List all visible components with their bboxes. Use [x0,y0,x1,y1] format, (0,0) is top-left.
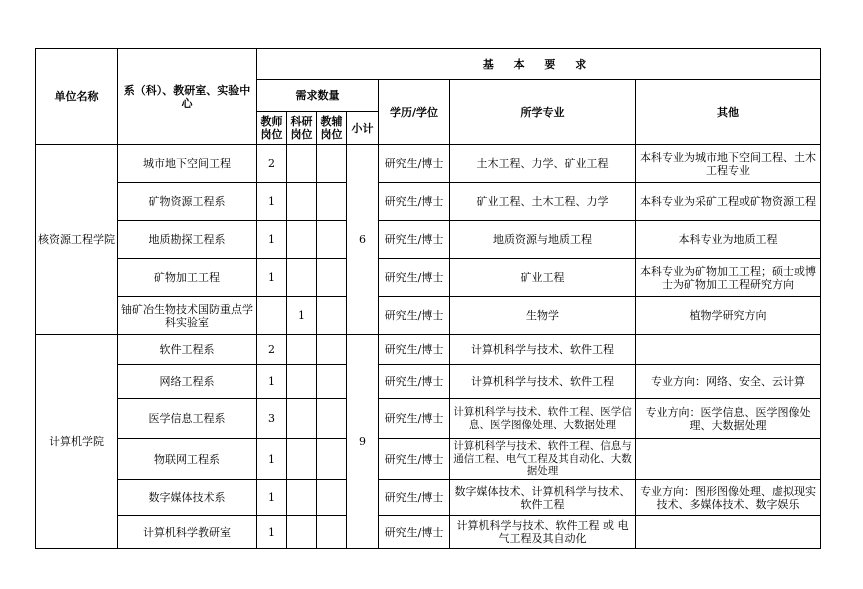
table-row [36,297,821,335]
other-cell: 本科专业为地质工程 [636,221,821,259]
teacher-cell: 1 [257,480,287,516]
degree-cell: 研究生/博士 [379,335,450,365]
research-cell [287,365,317,399]
research-cell [287,259,317,297]
header-subtotal: 小计 [347,112,379,145]
major-cell: 计算机科学与技术、软件工程 [450,365,636,399]
other-cell: 本科专业为采矿工程或矿物资源工程 [636,183,821,221]
other-cell [636,516,821,549]
assistant-cell [317,399,347,439]
header-research: 科研岗位 [287,112,317,145]
assistant-cell [317,365,347,399]
table-row [36,480,821,516]
dept-cell: 铀矿冶生物技术国防重点学科实验室 [118,297,257,335]
dept-cell: 数字媒体技术系 [118,480,257,516]
table-row [36,365,821,399]
assistant-cell [317,297,347,335]
teacher-cell: 1 [257,439,287,480]
header-basic-requirements: 基 本 要 求 [257,49,821,80]
header-assistant: 教辅岗位 [317,112,347,145]
table-row [36,335,821,365]
degree-cell: 研究生/博士 [379,480,450,516]
table-row [36,439,821,480]
research-cell [287,439,317,480]
dept-cell: 网络工程系 [118,365,257,399]
assistant-cell [317,516,347,549]
teacher-cell: 1 [257,516,287,549]
header-other: 其他 [636,80,821,145]
research-cell [287,335,317,365]
major-cell: 数字媒体技术、计算机科学与技术、软件工程 [450,480,636,516]
dept-cell: 矿物资源工程系 [118,183,257,221]
major-cell: 计算机科学与技术、软件工程 [450,335,636,365]
research-cell [287,183,317,221]
degree-cell: 研究生/博士 [379,399,450,439]
major-cell: 矿业工程、土木工程、力学 [450,183,636,221]
unit-name: 核资源工程学院 [36,145,118,335]
subtotal-cell: 6 [347,145,379,335]
teacher-cell: 3 [257,399,287,439]
other-cell [636,439,821,480]
major-cell: 计算机科学与技术、软件工程、医学信息、医学图像处理、大数据处理 [450,399,636,439]
major-cell: 计算机科学与技术、软件工程 或 电气工程及其自动化 [450,516,636,549]
assistant-cell [317,145,347,183]
other-cell: 专业方向：医学信息、医学图像处理、大数据处理 [636,399,821,439]
dept-cell: 软件工程系 [118,335,257,365]
table-row [36,221,821,259]
dept-cell: 矿物加工工程 [118,259,257,297]
research-cell [287,480,317,516]
recruitment-table [35,48,821,549]
unit-name: 计算机学院 [36,335,118,549]
degree-cell: 研究生/博士 [379,365,450,399]
assistant-cell [317,480,347,516]
subtotal-cell: 9 [347,335,379,549]
teacher-cell [257,297,287,335]
other-cell: 植物学研究方向 [636,297,821,335]
other-cell [636,335,821,365]
dept-cell: 物联网工程系 [118,439,257,480]
header-unit: 单位名称 [36,49,118,145]
degree-cell: 研究生/博士 [379,259,450,297]
dept-cell: 医学信息工程系 [118,399,257,439]
assistant-cell [317,335,347,365]
other-cell: 专业方向：图形图像处理、虚拟现实技术、多媒体技术、数字娱乐 [636,480,821,516]
degree-cell: 研究生/博士 [379,516,450,549]
other-cell: 本科专业为矿物加工工程；硕士或博士为矿物加工工程研究方向 [636,259,821,297]
research-cell [287,399,317,439]
header-demand-count: 需求数量 [257,80,379,112]
teacher-cell: 1 [257,259,287,297]
assistant-cell [317,183,347,221]
research-cell [287,221,317,259]
assistant-cell [317,221,347,259]
degree-cell: 研究生/博士 [379,297,450,335]
teacher-cell: 1 [257,365,287,399]
major-cell: 地质资源与地质工程 [450,221,636,259]
table-row [36,145,821,183]
major-cell: 计算机科学与技术、软件工程、信息与通信工程、电气工程及其自动化、大数据处理 [450,439,636,480]
table-row [36,399,821,439]
other-cell: 专业方向：网络、安全、云计算 [636,365,821,399]
teacher-cell: 1 [257,221,287,259]
header-major: 所学专业 [450,80,636,145]
teacher-cell: 2 [257,335,287,365]
research-cell [287,516,317,549]
major-cell: 矿业工程 [450,259,636,297]
assistant-cell [317,259,347,297]
degree-cell: 研究生/博士 [379,439,450,480]
header-degree: 学历/学位 [379,80,450,145]
teacher-cell: 1 [257,183,287,221]
dept-cell: 城市地下空间工程 [118,145,257,183]
teacher-cell: 2 [257,145,287,183]
other-cell: 本科专业为城市地下空间工程、土木工程专业 [636,145,821,183]
degree-cell: 研究生/博士 [379,183,450,221]
major-cell: 生物学 [450,297,636,335]
table-row [36,183,821,221]
table-row [36,259,821,297]
header-teacher: 教师岗位 [257,112,287,145]
dept-cell: 地质勘探工程系 [118,221,257,259]
degree-cell: 研究生/博士 [379,221,450,259]
research-cell [287,145,317,183]
table-row [36,516,821,549]
assistant-cell [317,439,347,480]
major-cell: 土木工程、力学、矿业工程 [450,145,636,183]
dept-cell: 计算机科学教研室 [118,516,257,549]
research-cell: 1 [287,297,317,335]
header-dept: 系（科）、教研室、实验中心 [118,49,257,145]
degree-cell: 研究生/博士 [379,145,450,183]
